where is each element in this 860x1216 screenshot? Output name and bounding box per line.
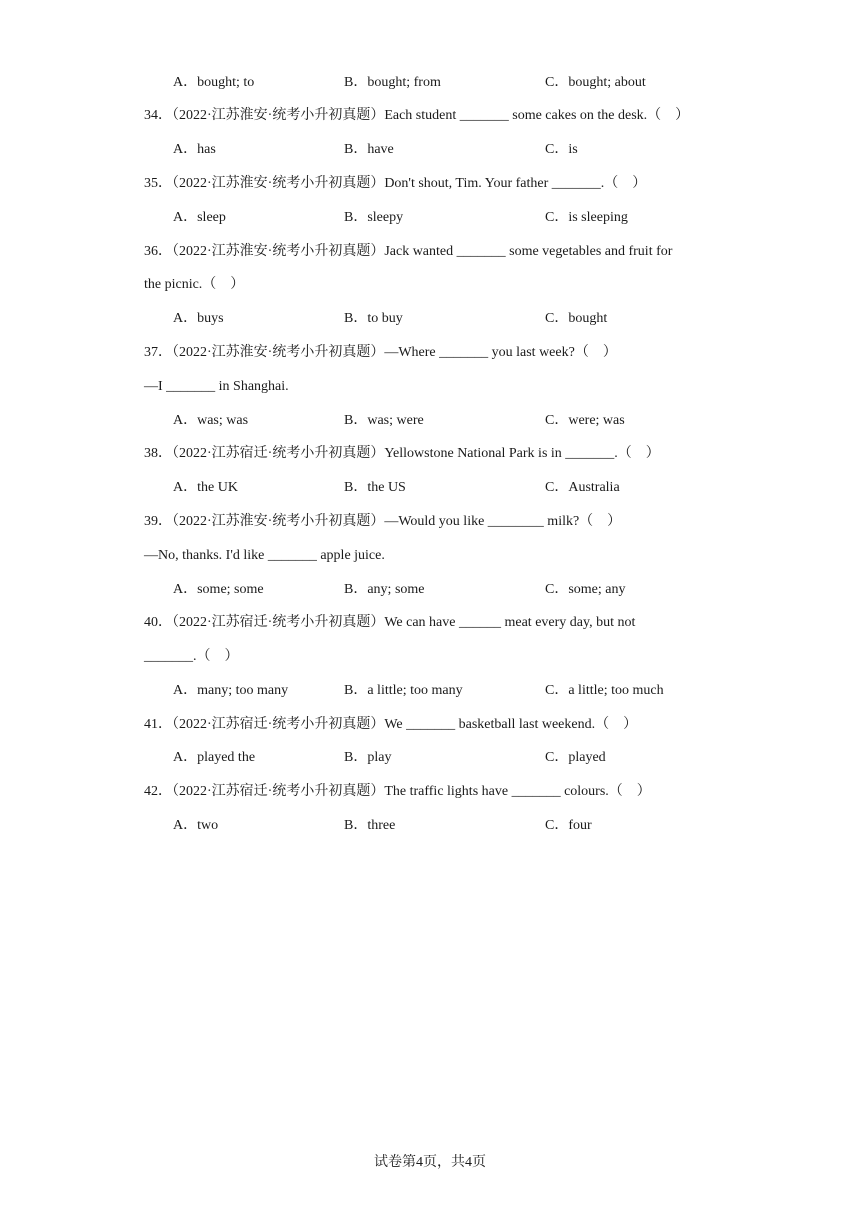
q38-option-b: B．the US	[344, 480, 406, 495]
question-39-text: 39．（2022·江苏淮安·统考小升初真题）—Would you like ________ milk?（ ）	[144, 514, 622, 529]
question-37-text-cont: —I _______ in Shanghai.	[144, 379, 289, 394]
q39-option-b: B．any; some	[344, 582, 425, 597]
q37-option-c: C．were; was	[545, 413, 625, 428]
question-40-text: 40．（2022·江苏宿迁·统考小升初真题）We can have ______ meat every day, but not	[144, 615, 636, 630]
question-39-text-cont: —No, thanks. I'd like _______ apple juice.	[144, 548, 385, 563]
q38-option-a: A．the UK	[173, 480, 238, 495]
q39-option-a: A．some; some	[173, 582, 264, 597]
q40-option-a: A．many; too many	[173, 683, 289, 698]
q40-option-b: B．a little; too many	[344, 683, 463, 698]
question-37-text: 37．（2022·江苏淮安·统考小升初真题）—Where _______ you last week?（ ）	[144, 345, 617, 360]
q36-option-a: A．buys	[173, 311, 224, 326]
question-41-text: 41．（2022·江苏宿迁·统考小升初真题）We _______ basketball last weekend.（ ）	[144, 717, 638, 732]
q34-option-a: A．has	[173, 142, 216, 157]
q34-option-c: C．is	[545, 142, 578, 157]
q37-option-a: A．was; was	[173, 413, 249, 428]
q35-option-b: B．sleepy	[344, 210, 404, 225]
q42-option-a: A．two	[173, 818, 219, 833]
question-38-text: 38．（2022·江苏宿迁·统考小升初真题）Yellowstone National Park is in _______.（ ）	[144, 446, 660, 461]
option-b: B．bought; from	[344, 75, 441, 90]
q35-option-c: C．is sleeping	[545, 210, 628, 225]
q36-option-b: B．to buy	[344, 311, 403, 326]
option-a: A．bought; to	[173, 75, 255, 90]
page-footer: 试卷第4页，共4页	[374, 1155, 486, 1170]
q42-option-b: B．three	[344, 818, 396, 833]
question-35-text: 35．（2022·江苏淮安·统考小升初真题）Don't shout, Tim. Your father _______.（ ）	[144, 176, 647, 191]
q35-option-a: A．sleep	[173, 210, 226, 225]
q38-option-c: C．Australia	[545, 480, 620, 495]
option-c: C．bought; about	[545, 75, 646, 90]
q36-option-c: C．bought	[545, 311, 608, 326]
question-36-text-cont: the picnic.（ ）	[144, 277, 245, 292]
question-36-text: 36．（2022·江苏淮安·统考小升初真题）Jack wanted _______ some vegetables and fruit for	[144, 244, 673, 259]
q41-option-c: C．played	[545, 750, 606, 765]
q42-option-c: C．four	[545, 818, 592, 833]
q37-option-b: B．was; were	[344, 413, 424, 428]
q41-option-b: B．play	[344, 750, 392, 765]
question-40-text-cont: _______.（ ）	[144, 649, 239, 664]
q41-option-a: A．played the	[173, 750, 256, 765]
question-42-text: 42．（2022·江苏宿迁·统考小升初真题）The traffic lights have _______ colours.（ ）	[144, 784, 651, 799]
q39-option-c: C．some; any	[545, 582, 626, 597]
question-34-text: 34．（2022·江苏淮安·统考小升初真题）Each student _______ some cakes on the desk.（ ）	[144, 108, 690, 123]
q34-option-b: B．have	[344, 142, 394, 157]
q40-option-c: C．a little; too much	[545, 683, 664, 698]
